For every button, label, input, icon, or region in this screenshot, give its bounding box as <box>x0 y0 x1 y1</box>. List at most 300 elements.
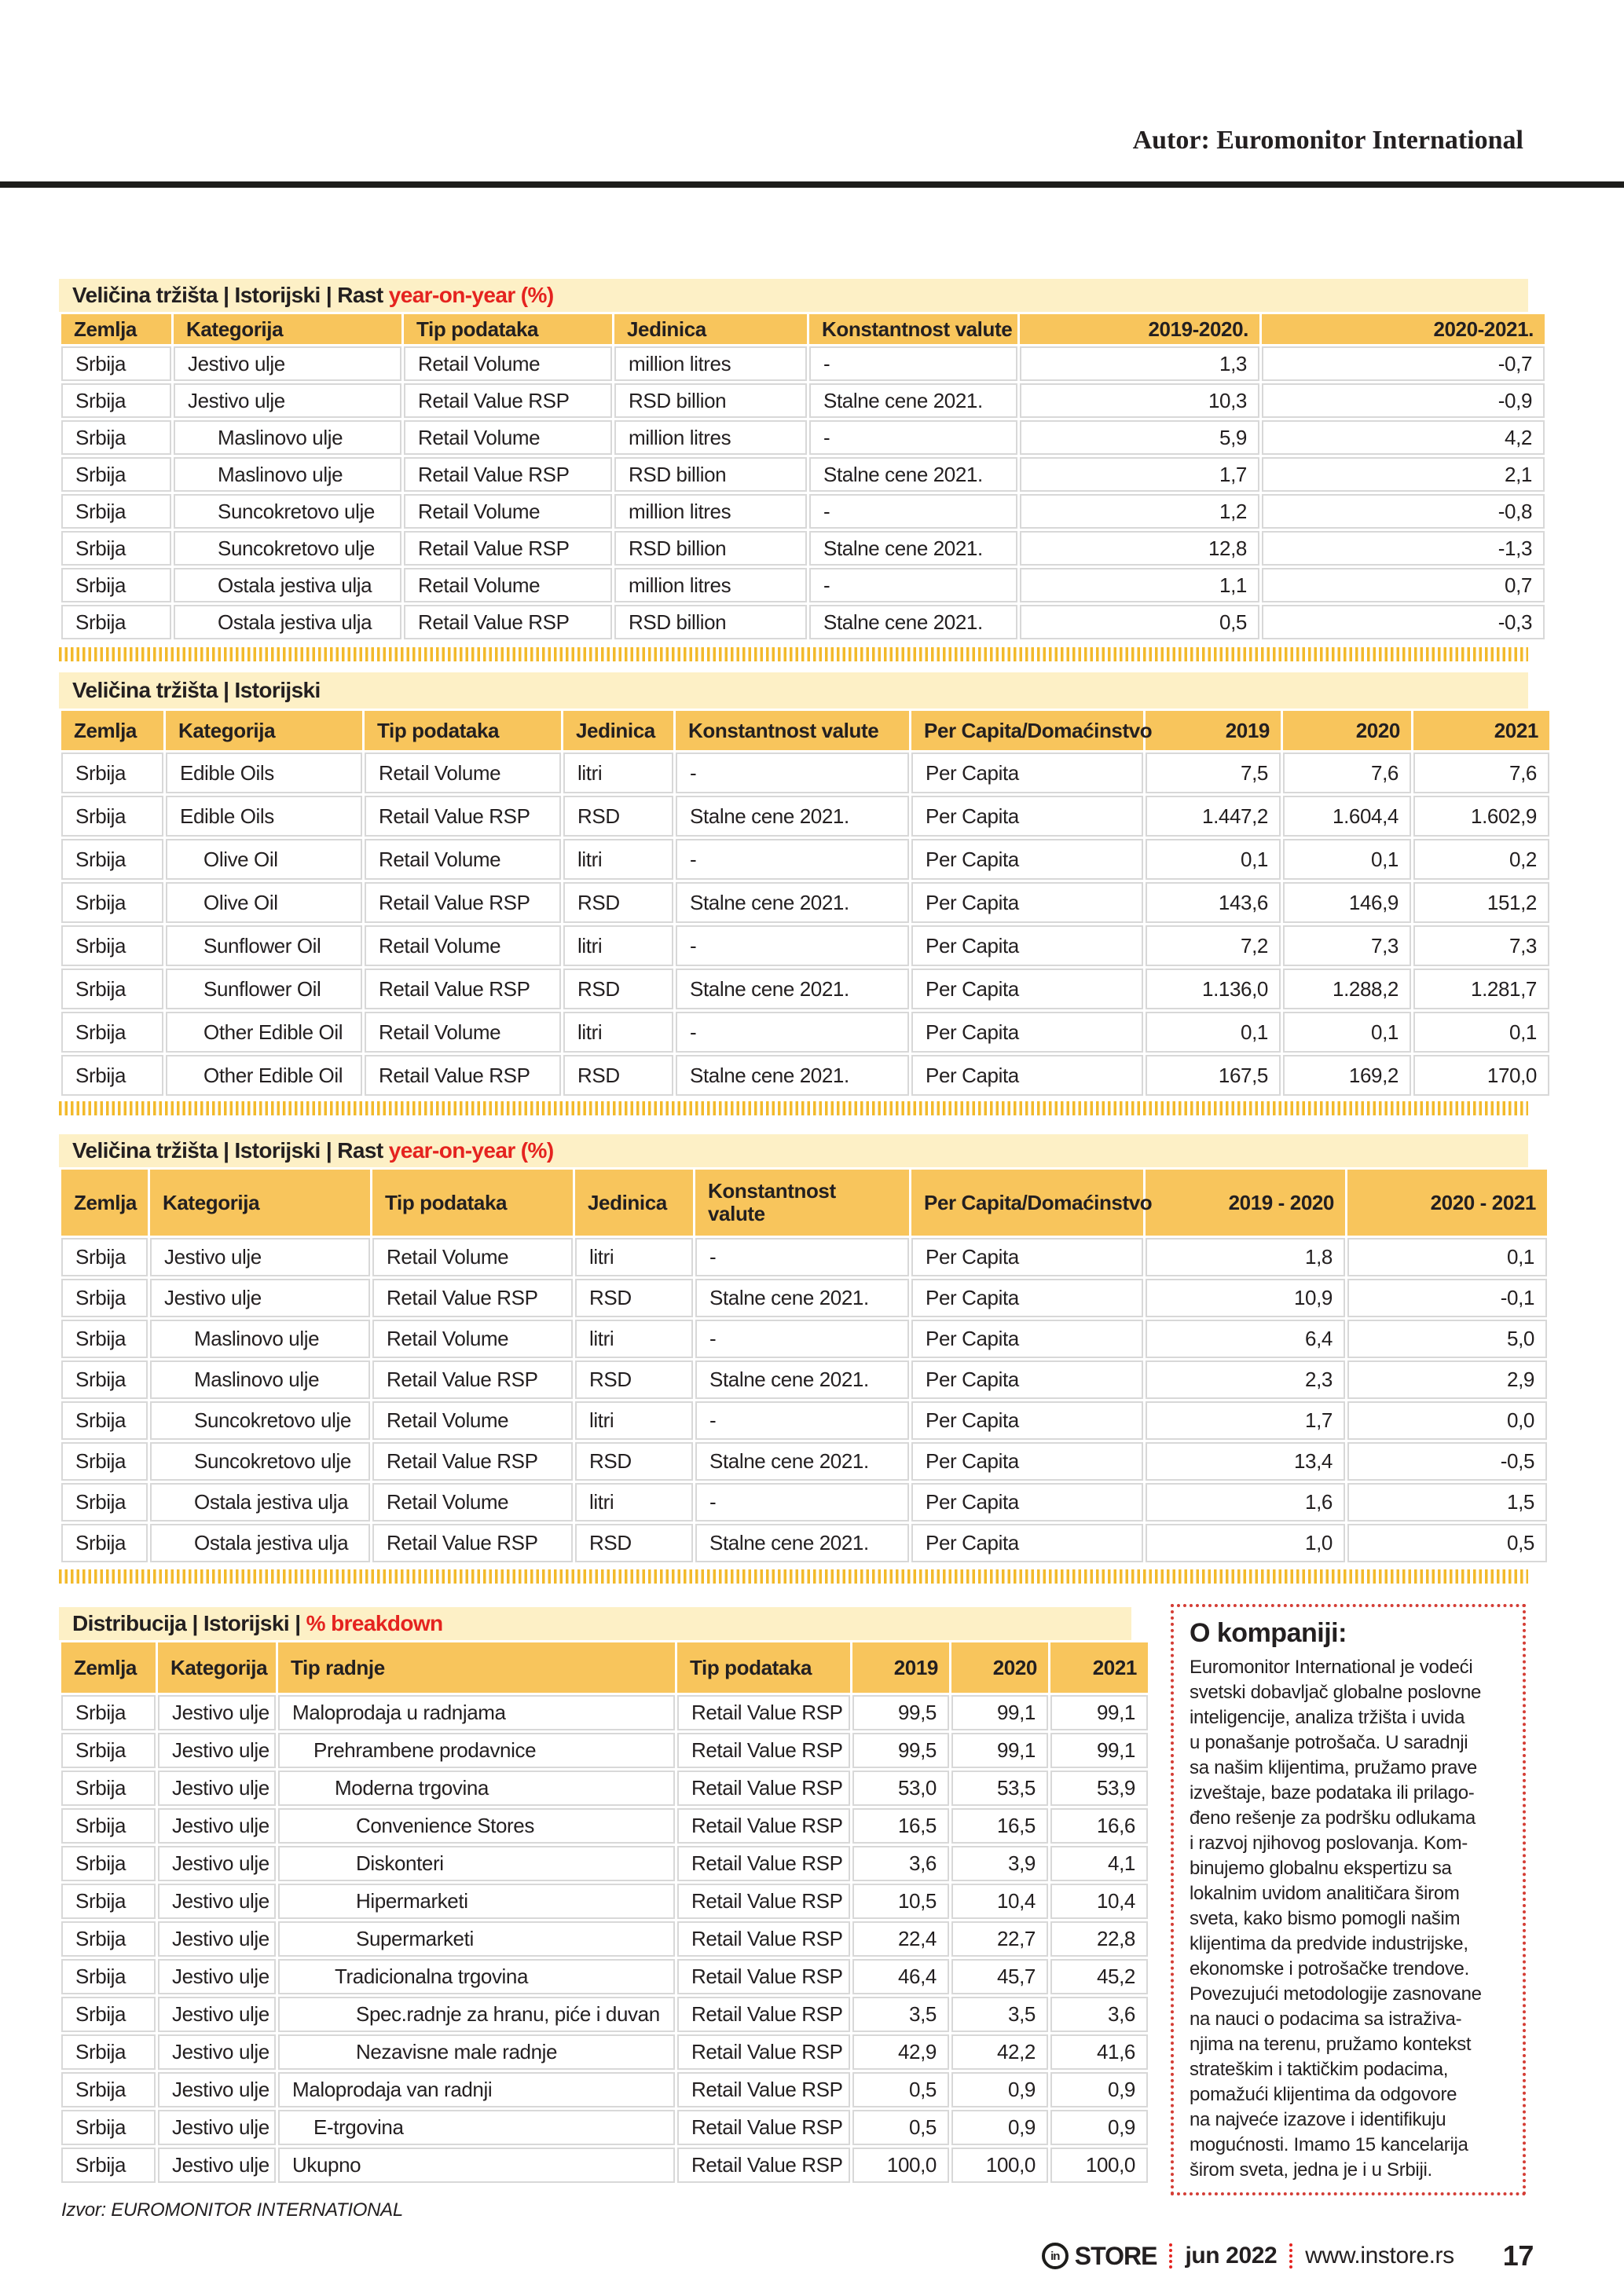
column-header: 2020-2021. <box>1262 314 1545 344</box>
table-cell: -1,3 <box>1262 531 1545 566</box>
table-cell: Prehrambene prodavnice <box>278 1733 675 1768</box>
table-cell: 22,4 <box>852 1921 949 1957</box>
table-cell: Srbija <box>61 531 171 566</box>
table-cell: litri <box>563 1012 673 1053</box>
table-cell: 3,5 <box>852 1997 949 2032</box>
table-cell: 4,2 <box>1262 420 1545 455</box>
table-cell: Ostala jestiva ulja <box>174 605 401 639</box>
table-cell: 13,4 <box>1146 1442 1345 1481</box>
table-cell: Retail Volume <box>372 1320 573 1358</box>
column-header: Tip podataka <box>404 314 612 344</box>
table-cell: Jestivo ulje <box>174 346 401 381</box>
table-row <box>61 1997 1148 2032</box>
table-cell: Diskonteri <box>278 1846 675 1881</box>
table-title <box>59 279 1528 312</box>
table-cell: Maslinovo ulje <box>150 1360 370 1399</box>
table-cell: Retail Value RSP <box>365 969 561 1009</box>
table-cell: Per Capita <box>911 1401 1143 1440</box>
table-cell: 100,0 <box>951 2148 1048 2183</box>
table-cell: 7,6 <box>1283 753 1411 793</box>
table-cell: Stalne cene 2021. <box>676 969 909 1009</box>
table-cell: litri <box>575 1401 693 1440</box>
table-cell: 1,2 <box>1020 494 1259 529</box>
table-cell: Retail Volume <box>404 420 612 455</box>
table-cell: Supermarketi <box>278 1921 675 1957</box>
table-cell: 0,1 <box>1283 839 1411 880</box>
table-cell: Retail Value RSP <box>677 2110 850 2145</box>
table-cell: 169,2 <box>1283 1055 1411 1096</box>
table-cell: Retail Value RSP <box>677 2072 850 2107</box>
column-header: Kategorija <box>150 1170 370 1236</box>
table-cell: Stalne cene 2021. <box>695 1360 909 1399</box>
table-row <box>61 1524 1547 1562</box>
table-cell: -0,7 <box>1262 346 1545 381</box>
table-cell: Per Capita <box>911 1360 1143 1399</box>
table-cell: 3,5 <box>951 1997 1048 2032</box>
column-header: 2019-2020. <box>1020 314 1259 344</box>
table-cell: Retail Volume <box>372 1483 573 1522</box>
dashed-divider <box>59 1101 1528 1115</box>
table-row <box>61 1959 1148 1994</box>
column-header: Zemlja <box>61 1642 156 1693</box>
table-cell: 143,6 <box>1146 882 1281 923</box>
table-cell: 7,6 <box>1413 753 1549 793</box>
table-cell: Srbija <box>61 1483 148 1522</box>
table-cell: 146,9 <box>1283 882 1411 923</box>
table-cell: 45,7 <box>951 1959 1048 1994</box>
table-cell: Retail Value RSP <box>372 1524 573 1562</box>
table-cell: 5,0 <box>1347 1320 1547 1358</box>
table-cell: Retail Value RSP <box>372 1279 573 1317</box>
table-cell: - <box>809 346 1017 381</box>
dotted-separator-icon <box>1289 2243 1292 2269</box>
table-row <box>61 383 1545 418</box>
table-cell: 2,9 <box>1347 1360 1547 1399</box>
about-text-line: u ponašanje potrošača. U saradnji <box>1190 1732 1468 1753</box>
table-cell: Retail Value RSP <box>677 2034 850 2070</box>
table-cell: Retail Value RSP <box>677 1733 850 1768</box>
table-cell: Jestivo ulje <box>158 2148 276 2183</box>
column-header: Per Capita/Domaćinstvo <box>911 1170 1143 1236</box>
table-cell: 0,0 <box>1347 1401 1547 1440</box>
table-cell: 3,9 <box>951 1846 1048 1881</box>
column-header: Per Capita/Domaćinstvo <box>911 711 1143 750</box>
table-row <box>61 531 1545 566</box>
table-cell: 99,1 <box>1050 1695 1148 1730</box>
table-cell: Maloprodaja van radnji <box>278 2072 675 2107</box>
table-cell: - <box>695 1401 909 1440</box>
about-text-line: ekonomske i potrošačke trendove. <box>1190 1958 1469 1979</box>
table-cell: 0,2 <box>1413 839 1549 880</box>
table-cell: Edible Oils <box>166 796 362 837</box>
table-cell: 42,2 <box>951 2034 1048 2070</box>
about-text-line: klijentima da predvide industrijske, <box>1190 1933 1468 1954</box>
table-cell: Other Edible Oil <box>166 1012 362 1053</box>
table-cell: Hipermarketi <box>278 1884 675 1919</box>
table-cell: 10,4 <box>1050 1884 1148 1919</box>
table-cell: 10,5 <box>852 1884 949 1919</box>
brand-name: STORE <box>1074 2241 1157 2270</box>
table-cell: Jestivo ulje <box>158 1771 276 1806</box>
table-cell: Ostala jestiva ulja <box>150 1483 370 1522</box>
column-header: Tip podataka <box>365 711 561 750</box>
table-cell: Srbija <box>61 1360 148 1399</box>
table-cell: 7,3 <box>1283 925 1411 966</box>
table-cell: Jestivo ulje <box>158 2110 276 2145</box>
table-row <box>61 420 1545 455</box>
table-cell: - <box>695 1483 909 1522</box>
table-cell: 1.288,2 <box>1283 969 1411 1009</box>
table-row <box>61 969 1549 1009</box>
table-cell: Retail Volume <box>404 346 612 381</box>
table-cell: 100,0 <box>1050 2148 1148 2183</box>
table-cell: Retail Value RSP <box>677 1997 850 2032</box>
table-row <box>61 1808 1148 1844</box>
header-row <box>61 314 1545 344</box>
table-row <box>61 568 1545 602</box>
table-cell: Stalne cene 2021. <box>809 457 1017 492</box>
table-cell: Per Capita <box>911 1238 1143 1276</box>
about-text-line: Povezujući metodologije zasnovane <box>1190 1983 1482 2005</box>
table-cell: - <box>676 925 909 966</box>
header-row <box>61 711 1549 750</box>
table-cell: 1,1 <box>1020 568 1259 602</box>
table-title-text: Veličina tržišta | Istorijski | Rast <box>72 283 389 307</box>
table-cell: Ukupno <box>278 2148 675 2183</box>
table-row <box>61 2110 1148 2145</box>
table-cell: E-trgovina <box>278 2110 675 2145</box>
about-text-line: širom sveta, jedna je i u Srbiji. <box>1190 2159 1432 2181</box>
website-url: www.instore.rs <box>1305 2243 1454 2269</box>
table-cell: - <box>809 420 1017 455</box>
table-cell: Srbija <box>61 1238 148 1276</box>
table-cell: Retail Value RSP <box>365 882 561 923</box>
table-cell: -0,1 <box>1347 1279 1547 1317</box>
column-header: Zemlja <box>61 314 171 344</box>
table-row <box>61 1012 1549 1053</box>
table-cell: Retail Value RSP <box>677 1771 850 1806</box>
table-cell: Srbija <box>61 1733 156 1768</box>
source-note: Izvor: EUROMONITOR INTERNATIONAL <box>61 2199 403 2221</box>
table-row <box>61 1401 1547 1440</box>
table-cell: 2,1 <box>1262 457 1545 492</box>
table-cell: Per Capita <box>911 839 1143 880</box>
about-text-line: lokalnim uvidom analitičara širom <box>1190 1883 1460 1904</box>
table-cell: 3,6 <box>852 1846 949 1881</box>
table-cell: Srbija <box>61 796 163 837</box>
table-cell: 1,7 <box>1146 1401 1345 1440</box>
table-cell: Stalne cene 2021. <box>809 605 1017 639</box>
about-text-line: Euromonitor International je vodeći <box>1190 1657 1473 1678</box>
table-title <box>59 1134 1528 1167</box>
table-cell: - <box>676 753 909 793</box>
table-cell: 0,1 <box>1146 839 1281 880</box>
table-cell: Retail Value RSP <box>677 1695 850 1730</box>
table-cell: 100,0 <box>852 2148 949 2183</box>
table-cell: Srbija <box>61 925 163 966</box>
about-text-line: izveštaje, baze podataka ili prilago- <box>1190 1782 1475 1803</box>
table-cell: Per Capita <box>911 1012 1143 1053</box>
table-cell: million litres <box>614 346 807 381</box>
table-cell: RSD billion <box>614 531 807 566</box>
table-cell: 1,3 <box>1020 346 1259 381</box>
table-cell: Srbija <box>61 605 171 639</box>
table-cell: Stalne cene 2021. <box>809 531 1017 566</box>
about-text-line: sa našim klijentima, pružamo prave <box>1190 1757 1477 1778</box>
table-cell: Per Capita <box>911 796 1143 837</box>
table-cell: 0,9 <box>951 2110 1048 2145</box>
table-cell: Retail Value RSP <box>677 1846 850 1881</box>
column-header: 2021 <box>1413 711 1549 750</box>
about-text-line: đeno rešenje za podršku odlukama <box>1190 1807 1476 1829</box>
table-cell: RSD <box>563 882 673 923</box>
table-cell: 99,1 <box>951 1733 1048 1768</box>
table-cell: 0,7 <box>1262 568 1545 602</box>
table-row <box>61 494 1545 529</box>
table-cell: litri <box>563 839 673 880</box>
table-cell: 7,2 <box>1146 925 1281 966</box>
table-cell: 1.602,9 <box>1413 796 1549 837</box>
table-cell: Srbija <box>61 1524 148 1562</box>
table-cell: 3,6 <box>1050 1997 1148 2032</box>
table-cell: Srbija <box>61 2148 156 2183</box>
table-cell: litri <box>575 1320 693 1358</box>
column-header: 2021 <box>1050 1642 1148 1693</box>
table-cell: Maslinovo ulje <box>174 457 401 492</box>
table-cell: 41,6 <box>1050 2034 1148 2070</box>
table-title <box>59 672 1528 709</box>
author-byline: Autor: Euromonitor International <box>1132 126 1523 155</box>
table-cell: Jestivo ulje <box>158 1921 276 1957</box>
table-cell: 0,9 <box>951 2072 1048 2107</box>
table-cell: Maslinovo ulje <box>174 420 401 455</box>
issue-date: jun 2022 <box>1185 2243 1278 2269</box>
column-header: Kategorija <box>174 314 401 344</box>
table-cell: 1,5 <box>1347 1483 1547 1522</box>
table-cell: Srbija <box>61 1279 148 1317</box>
about-text-line: sveta, kako bismo pomogli našim <box>1190 1908 1461 1929</box>
table-cell: million litres <box>614 568 807 602</box>
table-cell: Retail Value RSP <box>404 383 612 418</box>
table-cell: Stalne cene 2021. <box>809 383 1017 418</box>
table-cell: Retail Value RSP <box>677 1808 850 1844</box>
table-cell: 0,5 <box>1347 1524 1547 1562</box>
table-row <box>61 1238 1547 1276</box>
table-cell: 1.447,2 <box>1146 796 1281 837</box>
instore-logo-icon: in <box>1042 2243 1069 2269</box>
table-cell: 53,9 <box>1050 1771 1148 1806</box>
table-title-highlight: % breakdown <box>306 1611 443 1635</box>
table-cell: Per Capita <box>911 1279 1143 1317</box>
table-cell: 10,9 <box>1146 1279 1345 1317</box>
column-header: Kategorija <box>158 1642 276 1693</box>
table-cell: Jestivo ulje <box>158 1884 276 1919</box>
data-table <box>59 1167 1549 1565</box>
table-cell: Retail Value RSP <box>677 1959 850 1994</box>
table-cell: -0,5 <box>1347 1442 1547 1481</box>
table-cell: Per Capita <box>911 1442 1143 1481</box>
table-cell: Srbija <box>61 346 171 381</box>
table-cell: 53,5 <box>951 1771 1048 1806</box>
table-cell: RSD <box>563 969 673 1009</box>
dashed-divider <box>59 1569 1528 1584</box>
table-cell: Jestivo ulje <box>174 383 401 418</box>
page-footer <box>1042 2239 1534 2273</box>
table-cell: - <box>809 568 1017 602</box>
table-cell: Jestivo ulje <box>150 1279 370 1317</box>
table-row <box>61 1884 1148 1919</box>
table-cell: Srbija <box>61 1997 156 2032</box>
table-cell: Retail Volume <box>372 1238 573 1276</box>
table-cell: Per Capita <box>911 969 1143 1009</box>
table-cell: - <box>676 1012 909 1053</box>
table-cell: Per Capita <box>911 882 1143 923</box>
table-cell: Retail Value RSP <box>365 796 561 837</box>
table-row <box>61 796 1549 837</box>
header-row <box>61 1642 1148 1693</box>
table-cell: Retail Volume <box>365 839 561 880</box>
table-row <box>61 1279 1547 1317</box>
table-cell: 0,5 <box>852 2110 949 2145</box>
about-text-line: mogućnosti. Imamo 15 kancelarija <box>1190 2134 1468 2155</box>
column-header: Tip podataka <box>372 1170 573 1236</box>
table-cell: 10,3 <box>1020 383 1259 418</box>
table-cell: 1,8 <box>1146 1238 1345 1276</box>
table-cell: 0,1 <box>1413 1012 1549 1053</box>
about-text-line: na najveće izazove i identifikuju <box>1190 2109 1446 2130</box>
about-text-line: strateškim i taktičkim podacima, <box>1190 2059 1449 2080</box>
table-cell: 0,1 <box>1283 1012 1411 1053</box>
table-cell: -0,9 <box>1262 383 1545 418</box>
table-cell: 1,7 <box>1020 457 1259 492</box>
table-cell: Retail Value RSP <box>365 1055 561 1096</box>
table-cell: Retail Volume <box>404 494 612 529</box>
table-cell: - <box>695 1238 909 1276</box>
table-cell: Suncokretovo ulje <box>174 494 401 529</box>
table-row <box>61 605 1545 639</box>
table-cell: 53,0 <box>852 1771 949 1806</box>
table-cell: Convenience Stores <box>278 1808 675 1844</box>
table-cell: Per Capita <box>911 1483 1143 1522</box>
table-row <box>61 1483 1547 1522</box>
data-table <box>59 1640 1150 2185</box>
table-cell: Per Capita <box>911 753 1143 793</box>
table-block-distribution <box>59 1607 1137 2185</box>
table-block-market-size-growth <box>59 279 1534 642</box>
table-cell: Jestivo ulje <box>158 2072 276 2107</box>
table-row <box>61 346 1545 381</box>
table-cell: Srbija <box>61 1846 156 1881</box>
table-cell: Srbija <box>61 457 171 492</box>
about-title: O kompaniji: <box>1190 1618 1347 1648</box>
table-title-text: Distribucija | Istorijski | <box>72 1611 306 1635</box>
table-row <box>61 1695 1148 1730</box>
table-cell: 2,3 <box>1146 1360 1345 1399</box>
table-cell: Srbija <box>61 882 163 923</box>
table-cell: Nezavisne male radnje <box>278 2034 675 2070</box>
table-row <box>61 1442 1547 1481</box>
table-cell: 42,9 <box>852 2034 949 2070</box>
table-cell: RSD billion <box>614 383 807 418</box>
column-header: 2019 <box>852 1642 949 1693</box>
table-cell: Srbija <box>61 753 163 793</box>
table-cell: 0,5 <box>852 2072 949 2107</box>
about-text-line: pomažući klijentima da odgovore <box>1190 2084 1457 2105</box>
table-cell: Stalne cene 2021. <box>695 1442 909 1481</box>
table-cell: Retail Value RSP <box>404 605 612 639</box>
table-cell: 0,1 <box>1347 1238 1547 1276</box>
table-title-text: Veličina tržišta | Istorijski <box>72 678 321 702</box>
table-cell: Srbija <box>61 1320 148 1358</box>
about-company-box <box>1171 1604 1526 2195</box>
table-cell: Spec.radnje za hranu, piće i duvan <box>278 1997 675 2032</box>
table-cell: 22,8 <box>1050 1921 1148 1957</box>
table-cell: Sunflower Oil <box>166 969 362 1009</box>
table-cell: Moderna trgovina <box>278 1771 675 1806</box>
table-cell: Srbija <box>61 1959 156 1994</box>
column-header: Zemlja <box>61 1170 148 1236</box>
table-cell: 0,9 <box>1050 2110 1148 2145</box>
column-header: Konstantnost valute <box>695 1170 909 1236</box>
table-row <box>61 1771 1148 1806</box>
table-cell: 46,4 <box>852 1959 949 1994</box>
table-row <box>61 1360 1547 1399</box>
table-cell: Srbija <box>61 494 171 529</box>
table-cell: Srbija <box>61 2110 156 2145</box>
table-cell: 4,1 <box>1050 1846 1148 1881</box>
table-cell: 99,5 <box>852 1695 949 1730</box>
about-text-line: na nauci o podacima sa istraživa- <box>1190 2009 1462 2030</box>
table-cell: Srbija <box>61 2034 156 2070</box>
table-cell: 1,0 <box>1146 1524 1345 1562</box>
table-cell: -0,3 <box>1262 605 1545 639</box>
table-cell: Srbija <box>61 1012 163 1053</box>
table-cell: Retail Volume <box>365 1012 561 1053</box>
column-header: Jedinica <box>563 711 673 750</box>
table-cell: Retail Volume <box>365 925 561 966</box>
table-cell: 5,9 <box>1020 420 1259 455</box>
table-title-highlight: year-on-year (%) <box>388 283 554 307</box>
column-header: 2020 - 2021 <box>1347 1170 1547 1236</box>
page-number: 17 <box>1502 2239 1534 2272</box>
table-row <box>61 2148 1148 2183</box>
table-cell: RSD <box>563 796 673 837</box>
table-cell: Suncokretovo ulje <box>174 531 401 566</box>
column-header: 2019 <box>1146 711 1281 750</box>
table-cell: Stalne cene 2021. <box>695 1279 909 1317</box>
table-block-market-size-historic <box>59 672 1538 1098</box>
table-cell: Jestivo ulje <box>158 1733 276 1768</box>
table-cell: 16,5 <box>951 1808 1048 1844</box>
table-cell: RSD <box>575 1279 693 1317</box>
dashed-divider <box>59 647 1528 661</box>
table-cell: - <box>695 1320 909 1358</box>
table-cell: Stalne cene 2021. <box>676 1055 909 1096</box>
table-cell: Maslinovo ulje <box>150 1320 370 1358</box>
table-cell: Per Capita <box>911 1320 1143 1358</box>
header-row <box>61 1170 1547 1236</box>
table-cell: 170,0 <box>1413 1055 1549 1096</box>
table-cell: Stalne cene 2021. <box>695 1524 909 1562</box>
table-cell: Suncokretovo ulje <box>150 1442 370 1481</box>
table-cell: 16,6 <box>1050 1808 1148 1844</box>
table-cell: 7,3 <box>1413 925 1549 966</box>
table-cell: RSD <box>575 1360 693 1399</box>
table-title-highlight: year-on-year (%) <box>388 1138 554 1163</box>
column-header: Tip podataka <box>677 1642 850 1693</box>
table-cell: 99,5 <box>852 1733 949 1768</box>
table-cell: Jestivo ulje <box>150 1238 370 1276</box>
